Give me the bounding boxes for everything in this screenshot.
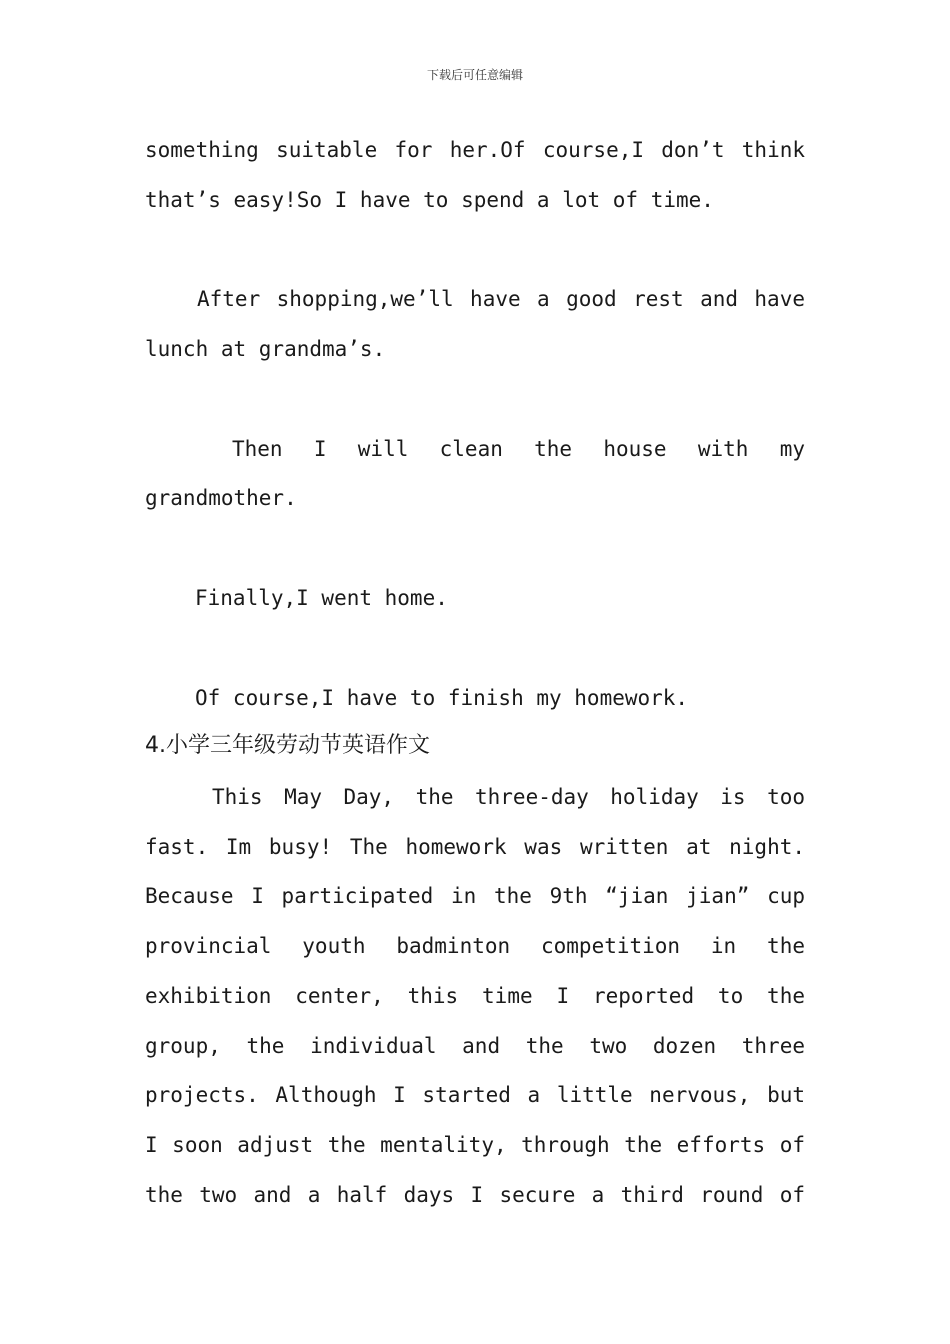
body-line: that’s easy!So I have to spend a lot of time. bbox=[145, 188, 714, 212]
body-line: something suitable for her.Of course,I don’t think bbox=[145, 138, 805, 162]
section-line: Because I participated in the 9th “jian jian” cup bbox=[145, 884, 805, 908]
section-line: I soon adjust the mentality, through the efforts of bbox=[145, 1133, 805, 1157]
body-line: Then I will clean the house with my bbox=[232, 437, 805, 461]
page-header: 下载后可任意编辑 bbox=[426, 68, 523, 82]
section-line: exhibition center, this time I reported to the bbox=[145, 984, 805, 1008]
section-heading: 4.小学三年级劳动节英语作文 bbox=[145, 733, 430, 758]
body-line: grandmother. bbox=[145, 486, 297, 510]
body-line: After shopping,we’ll have a good rest and have bbox=[197, 287, 805, 311]
body-line: lunch at grandma’s. bbox=[145, 337, 386, 361]
section-line: projects. Although I started a little nervous, but bbox=[145, 1083, 805, 1107]
body-line: Of course,I have to finish my homework. bbox=[195, 686, 689, 710]
section-line: This May Day, the three-day holiday is too bbox=[212, 785, 805, 809]
body-line: Finally,I went home. bbox=[195, 586, 448, 610]
section-line: group, the individual and the two dozen three bbox=[145, 1034, 805, 1058]
section-line: the two and a half days I secure a third round of bbox=[145, 1183, 805, 1207]
section-line: provincial youth badminton competition in the bbox=[145, 934, 805, 958]
section-line: fast. Im busy! The homework was written at night. bbox=[145, 835, 805, 859]
